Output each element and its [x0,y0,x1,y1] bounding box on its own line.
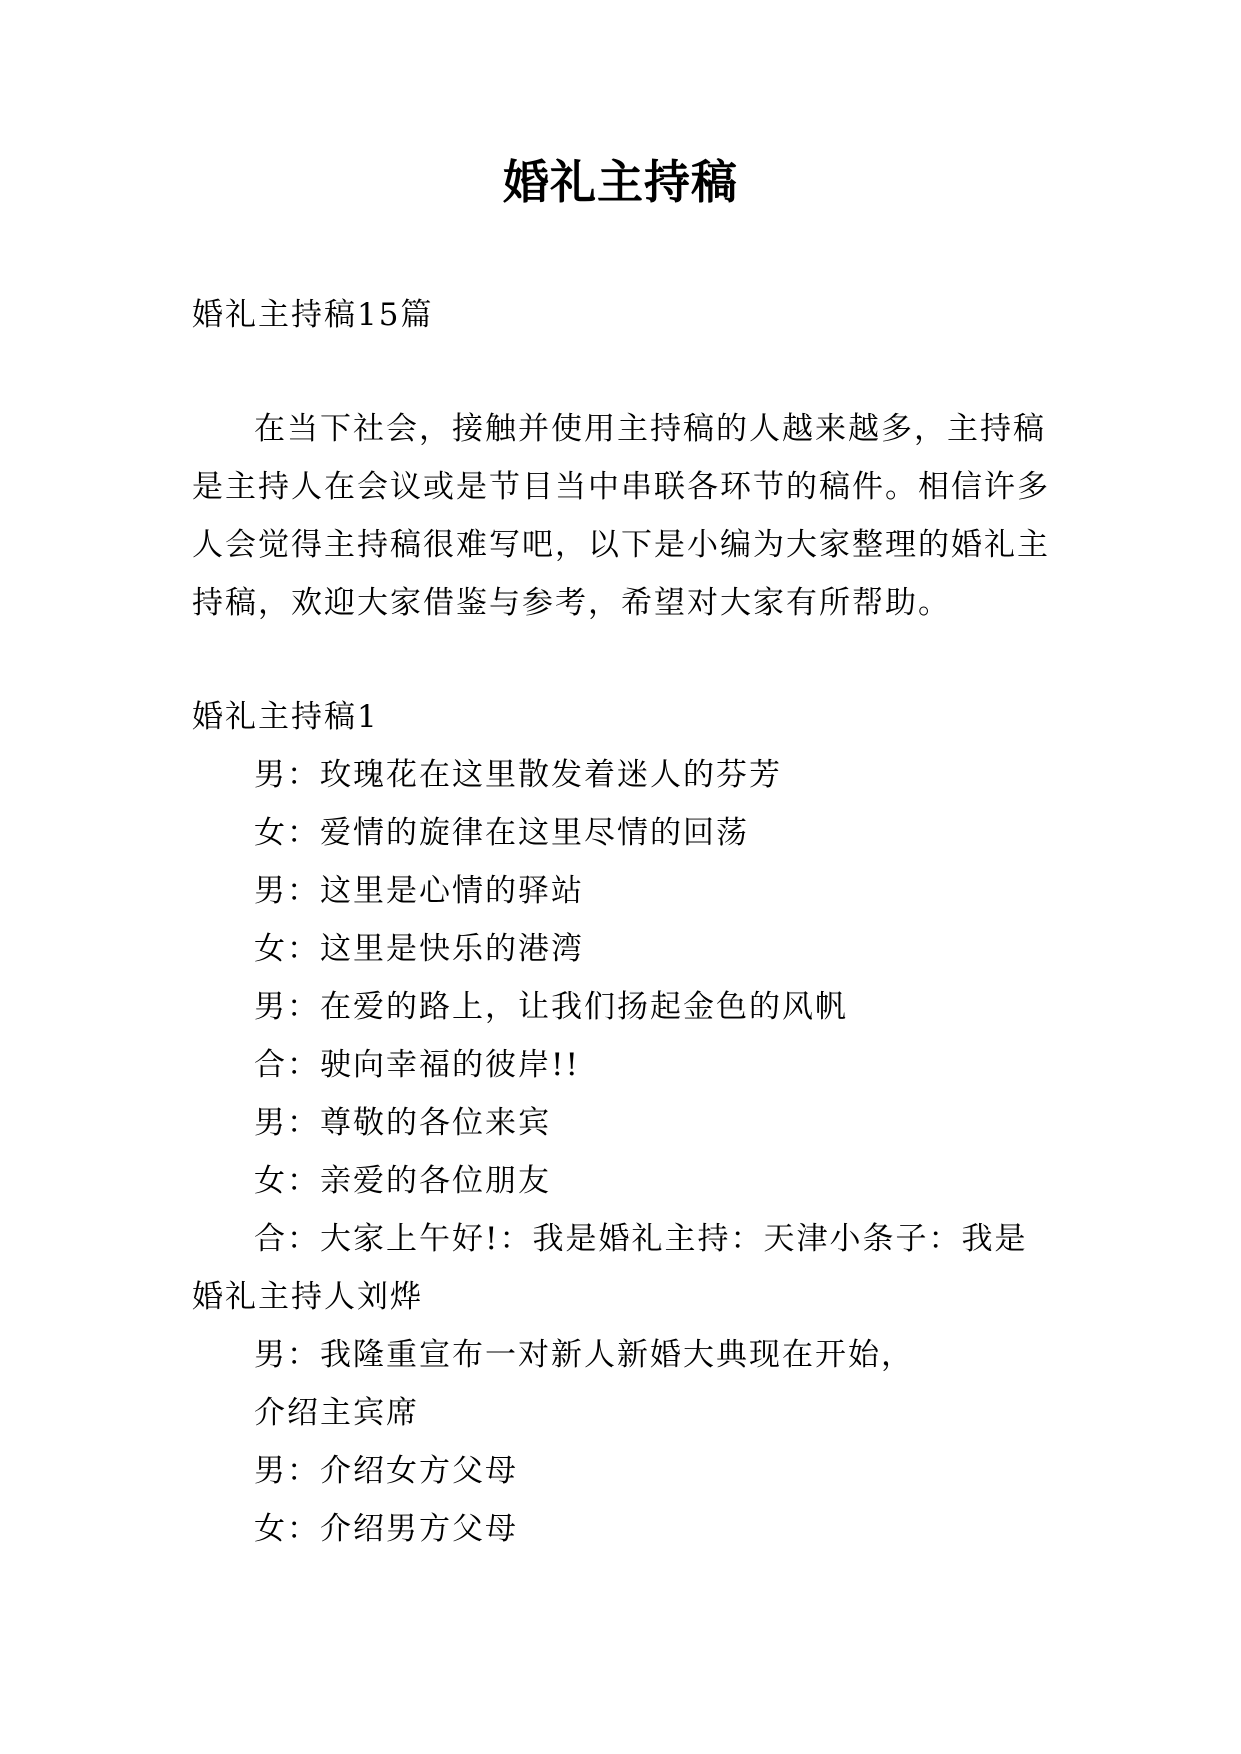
intro-paragraph: 在当下社会，接触并使用主持稿的人越来越多，主持稿是主持人在会议或是节目当中串联各环节的稿件。相信许多人会觉得主持稿很难写吧，以下是小编为大家整理的婚礼主持稿，欢迎大家借鉴与参考，希望对大家有所帮助。 [192,411,1050,621]
script-line: 合：驶向幸福的彼岸!! [254,1047,580,1083]
script-line: 女：这里是快乐的港湾 [254,931,584,967]
script-line: 男：我隆重宣布一对新人新婚大典现在开始， [254,1337,914,1373]
script-line: 女：爱情的旋律在这里尽情的回荡 [254,815,749,851]
section-heading: 婚礼主持稿1 [192,699,379,735]
script-line: 男：介绍女方父母 [254,1453,518,1489]
document-body [192,286,1052,1558]
script-line: 女：介绍男方父母 [254,1511,518,1547]
script-line: 男：尊敬的各位来宾 [254,1105,551,1141]
script-line: 介绍主宾席 [254,1395,419,1431]
document-subtitle: 婚礼主持稿15篇 [192,297,434,333]
script-line: 男：这里是心情的驿站 [254,873,584,909]
script-line: 女：亲爱的各位朋友 [254,1163,551,1199]
script-line: 男：在爱的路上，让我们扬起金色的风帆 [254,989,848,1025]
script-line: 合：大家上午好!：我是婚礼主持：天津小条子：我是婚礼主持人刘烨 [192,1221,1028,1315]
document-title: 婚礼主持稿 [503,155,738,209]
script-line: 男：玫瑰花在这里散发着迷人的芬芳 [254,757,782,793]
